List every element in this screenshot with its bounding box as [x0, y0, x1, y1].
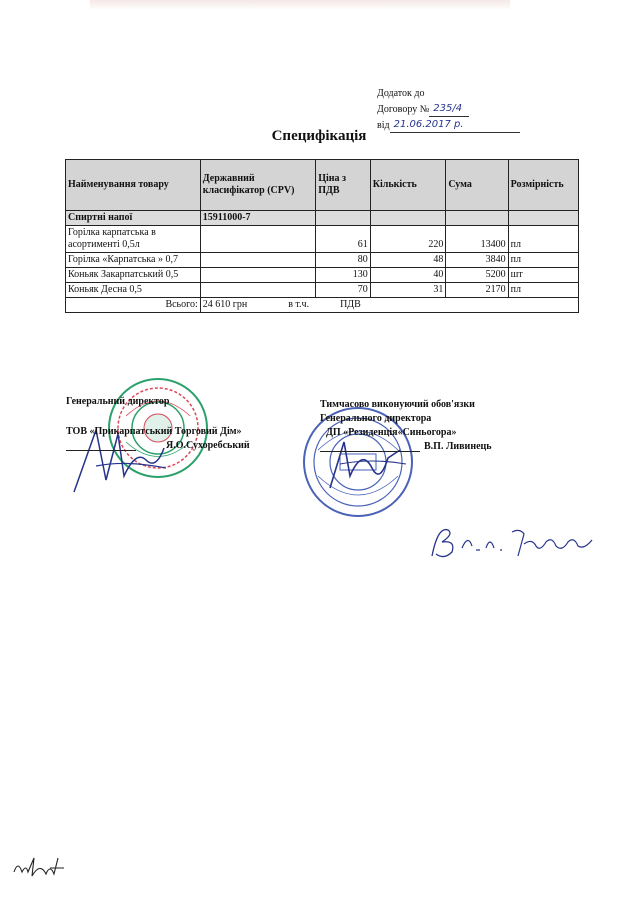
contract-date: 21.06.2017 р.: [390, 117, 520, 133]
item-sum: 13400: [446, 226, 508, 253]
total-label: Всього:: [66, 298, 201, 313]
item-qty: 48: [370, 253, 446, 268]
document-title: Специфікація: [271, 128, 367, 144]
contract-number: 235/4: [429, 101, 469, 117]
right-position-line2: Генерального директора: [320, 413, 432, 424]
addendum-line1: Додаток до: [377, 88, 425, 99]
item-price: 61: [316, 226, 371, 253]
total-cell: [200, 298, 578, 313]
table-row: [66, 268, 579, 283]
vat-label: ПДВ: [340, 299, 361, 310]
left-name: Я.О.Сухоребський: [166, 440, 250, 451]
table-row: [66, 226, 579, 253]
handwritten-approval-signature: [428, 520, 604, 564]
item-price: 80: [316, 253, 371, 268]
right-signatory-block: [320, 398, 492, 452]
item-price: 130: [316, 268, 371, 283]
item-unit: шт: [508, 268, 578, 283]
specification-table: [65, 159, 579, 313]
incl-label: в т.ч.: [288, 299, 310, 310]
right-position-line1: Тимчасово виконуючий обов'язки: [320, 399, 475, 410]
item-unit: пл: [508, 226, 578, 253]
left-company: ТОВ «Прикарпатський Торговий Дім»: [66, 426, 242, 437]
scan-artifact: [90, 0, 510, 10]
item-unit: пл: [508, 283, 578, 298]
header-qty: Кількість: [370, 160, 446, 211]
item-name: Горілка карпатська в асортименті 0,5л: [66, 226, 201, 253]
item-qty: 40: [370, 268, 446, 283]
table-row: [66, 283, 579, 298]
left-signatory-block: [66, 395, 250, 451]
header-name: Найменування товару: [66, 160, 201, 211]
table-header-row: [66, 160, 579, 211]
right-company: ДП «Резиденція«Синьогора»: [326, 427, 457, 438]
table-row: [66, 253, 579, 268]
header-sum: Сума: [446, 160, 508, 211]
header-unit: Розмірність: [508, 160, 578, 211]
category-name: Спиртні напої: [66, 211, 201, 226]
header-cpv: Державний класифікатор (CPV): [200, 160, 315, 211]
left-position: Генеральний директор: [66, 396, 170, 407]
item-name: Коньяк Десна 0,5: [66, 283, 201, 298]
item-sum: 3840: [446, 253, 508, 268]
total-value: 24 610 грн: [202, 299, 248, 310]
header-price: Ціна з ПДВ: [316, 160, 371, 211]
item-unit: пл: [508, 253, 578, 268]
addendum-header: [377, 86, 520, 133]
item-sum: 2170: [446, 283, 508, 298]
item-name: Горілка «Карпатська » 0,7: [66, 253, 201, 268]
total-row: [66, 298, 579, 313]
item-qty: 220: [370, 226, 446, 253]
addendum-date-label: від: [377, 120, 390, 131]
category-code: 15911000-7: [200, 211, 315, 226]
addendum-contract-label: Договору №: [377, 104, 430, 115]
item-qty: 31: [370, 283, 446, 298]
item-sum: 5200: [446, 268, 508, 283]
category-row: [66, 211, 579, 226]
right-name: В.П. Ливинець: [424, 441, 492, 452]
item-price: 70: [316, 283, 371, 298]
item-name: Коньяк Закарпатський 0,5: [66, 268, 201, 283]
initials-mark: [10, 850, 68, 882]
